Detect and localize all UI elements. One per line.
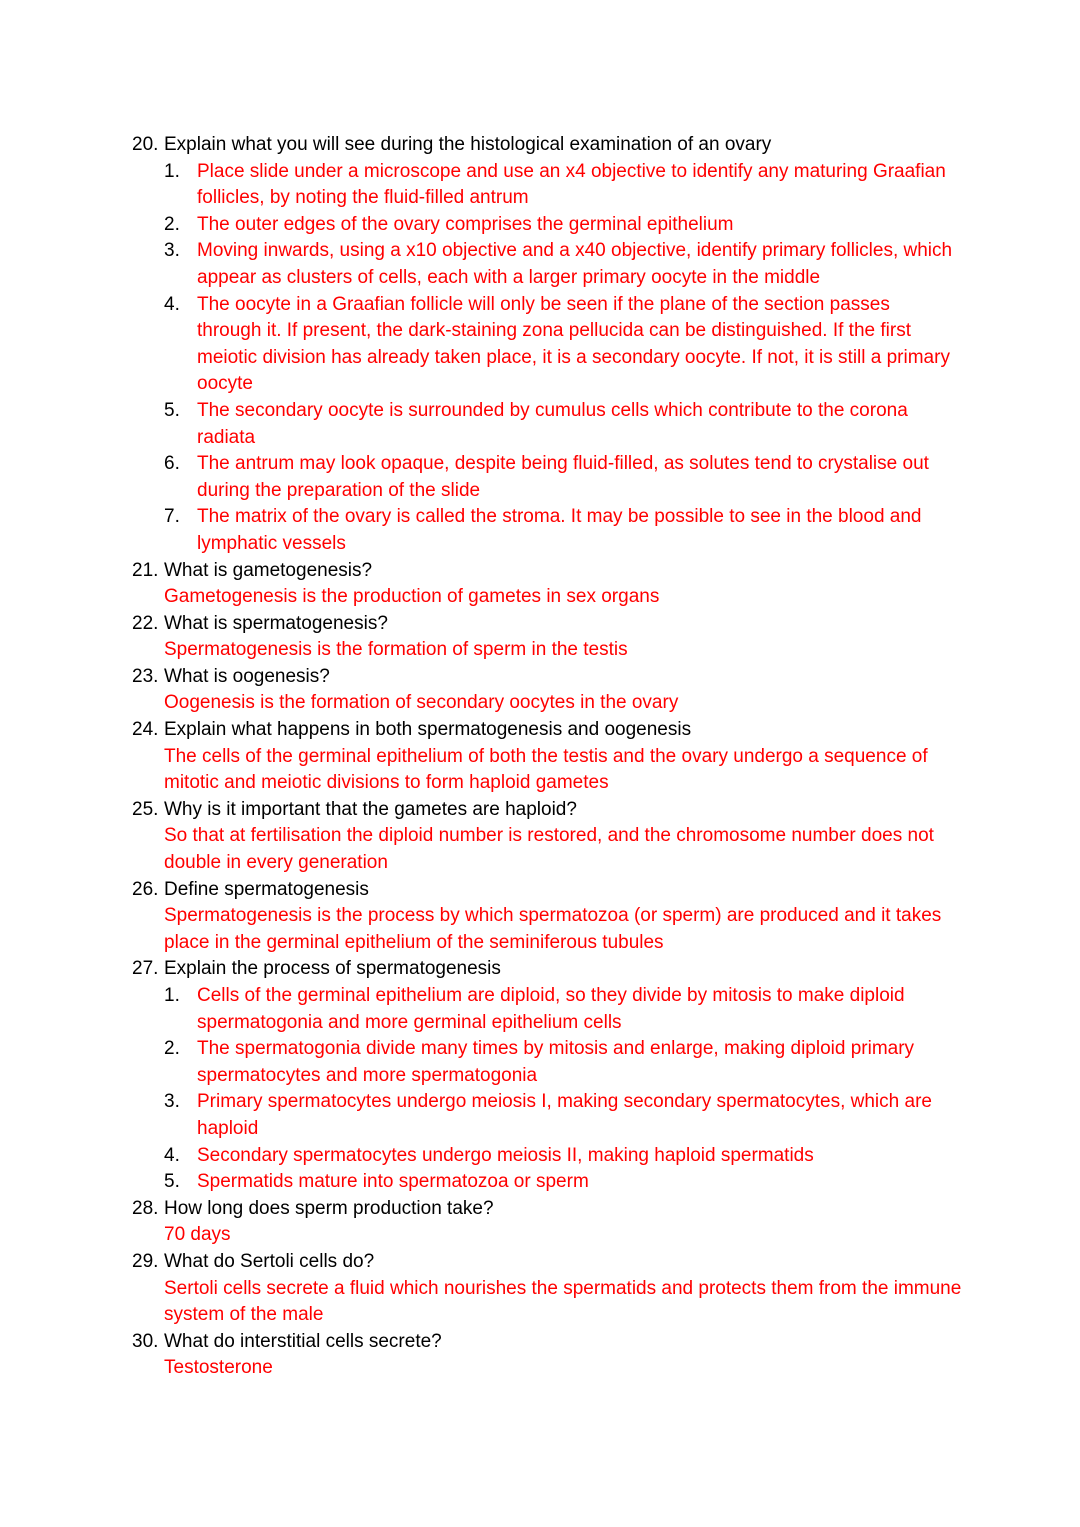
answer-text: So that at fertilisation the diploid number is restored, and the chromosome number does not double in every generation	[164, 825, 934, 874]
question-text: Explain what happens in both spermatogenesis and oogenesis	[164, 719, 692, 741]
answer-text: Spermatogenesis is the formation of sperm in the testis	[164, 639, 628, 661]
question-27	[0, 956, 1080, 983]
question-number: 22.	[132, 612, 159, 634]
step-number: 7.	[164, 506, 180, 528]
step-text: The spermatogonia divide many times by mitosis and enlarge, making diploid primary spermatocytes and more spermatogonia	[197, 1038, 915, 1086]
question-number: 26.	[132, 878, 159, 900]
question-26	[0, 877, 1080, 904]
step-text: The oocyte in a Graafian follicle will only be seen if the plane of the section passes through it. If present, the dark-staining zona pellucida can be distinguished. If the first meiotic division has already taken place, it is a secondary oocyte. If not, it is still a primary oocyte	[197, 293, 950, 395]
step-text: Secondary spermatocytes undergo meiosis II, making haploid spermatids	[197, 1144, 814, 1166]
question-number: 23.	[132, 665, 159, 687]
answer-step	[164, 238, 957, 291]
question-28	[0, 1196, 1080, 1223]
step-text: Spermatids mature into spermatozoa or sperm	[197, 1171, 589, 1193]
answer-step	[164, 1169, 957, 1196]
step-number: 4.	[164, 293, 180, 315]
step-number: 1.	[164, 985, 180, 1006]
question-24	[0, 717, 1080, 744]
question-30	[0, 1329, 1080, 1356]
question-22	[0, 611, 1080, 638]
question-text: What do interstitial cells secrete?	[164, 1330, 442, 1352]
answer-step	[164, 212, 957, 239]
answer-step	[164, 292, 957, 398]
step-number: 3.	[164, 1091, 180, 1113]
step-number: 1.	[164, 160, 180, 182]
question-number: 30.	[132, 1330, 159, 1352]
question-text: What is gametogenesis?	[164, 559, 373, 581]
question-text: What do Sertoli cells do?	[164, 1250, 375, 1272]
answer-step	[164, 1089, 957, 1142]
question-text: What is oogenesis?	[164, 665, 330, 687]
answer-step	[164, 1036, 957, 1089]
step-number: 4.	[164, 1144, 180, 1166]
answer-text: Sertoli cells secrete a fluid which nourishes the spermatids and protects them from the immune system of the male	[164, 1277, 962, 1326]
step-number: 5.	[164, 1171, 180, 1193]
question-number: 21.	[132, 559, 159, 581]
step-number: 3.	[164, 240, 180, 262]
answer-text: 70 days	[164, 1224, 231, 1246]
question-number: 27.	[132, 958, 159, 980]
step-text: The antrum may look opaque, despite being fluid-filled, as solutes tend to crystalise out during the preparation of the slide	[197, 453, 929, 501]
answer-text: Gametogenesis is the production of gametes in sex organs	[164, 586, 660, 608]
answer-steps-27	[0, 983, 1080, 1196]
answer-step	[164, 159, 957, 212]
question-text: Define spermatogenesis	[164, 878, 369, 900]
question-23	[0, 664, 1080, 691]
question-number: 25.	[132, 798, 159, 820]
question-text: Explain what you will see during the histological examination of an ovary	[164, 134, 772, 155]
step-text: Moving inwards, using a x10 objective and a x40 objective, identify primary follicles, which appear as clusters of cells, each with a larger primary oocyte in the middle	[197, 240, 953, 288]
answer-step	[164, 1143, 957, 1170]
question-25	[0, 797, 1080, 824]
step-number: 2.	[164, 213, 180, 235]
step-text: Place slide under a microscope and use an x4 objective to identify any maturing Graafian follicles, by noting the fluid-filled antrum	[197, 160, 946, 209]
question-text: Explain the process of spermatogenesis	[164, 958, 501, 980]
answer-step	[164, 504, 957, 557]
answer-step	[164, 451, 957, 504]
question-21	[0, 558, 1080, 585]
worksheet-page	[0, 132, 1080, 1382]
question-number: 28.	[132, 1197, 159, 1219]
answer-text: Spermatogenesis is the process by which spermatozoa (or sperm) are produced and it takes place in the germinal epithelium of the seminiferous tubules	[164, 905, 942, 953]
step-number: 5.	[164, 399, 180, 421]
question-number: 20.	[132, 134, 159, 155]
answer-step	[164, 983, 957, 1036]
answer-steps-20	[0, 159, 1080, 558]
question-text: How long does sperm production take?	[164, 1197, 494, 1219]
answer-text: Oogenesis is the formation of secondary oocytes in the ovary	[164, 692, 679, 714]
question-text: Why is it important that the gametes are haploid?	[164, 798, 577, 820]
step-text: Primary spermatocytes undergo meiosis I, making secondary spermatocytes, which are haploid	[197, 1091, 932, 1139]
question-20	[0, 132, 1080, 159]
question-text: What is spermatogenesis?	[164, 612, 388, 634]
answer-text: The cells of the germinal epithelium of both the testis and the ovary undergo a sequence of mitotic and meiotic divisions to form haploid gametes	[164, 745, 928, 794]
step-text: The outer edges of the ovary comprises the germinal epithelium	[197, 213, 734, 235]
step-text: The secondary oocyte is surrounded by cumulus cells which contribute to the corona radiata	[197, 399, 908, 448]
answer-step	[164, 398, 957, 451]
step-text: The matrix of the ovary is called the stroma. It may be possible to see in the blood and lymphatic vessels	[197, 506, 922, 554]
step-text: Cells of the germinal epithelium are diploid, so they divide by mitosis to make diploid spermatogonia and more germinal epithelium cells	[197, 985, 905, 1033]
step-number: 6.	[164, 453, 180, 475]
question-number: 24.	[132, 719, 159, 741]
answer-text: Testosterone	[164, 1357, 273, 1379]
question-number: 29.	[132, 1250, 159, 1272]
step-number: 2.	[164, 1038, 180, 1060]
question-29	[0, 1249, 1080, 1276]
